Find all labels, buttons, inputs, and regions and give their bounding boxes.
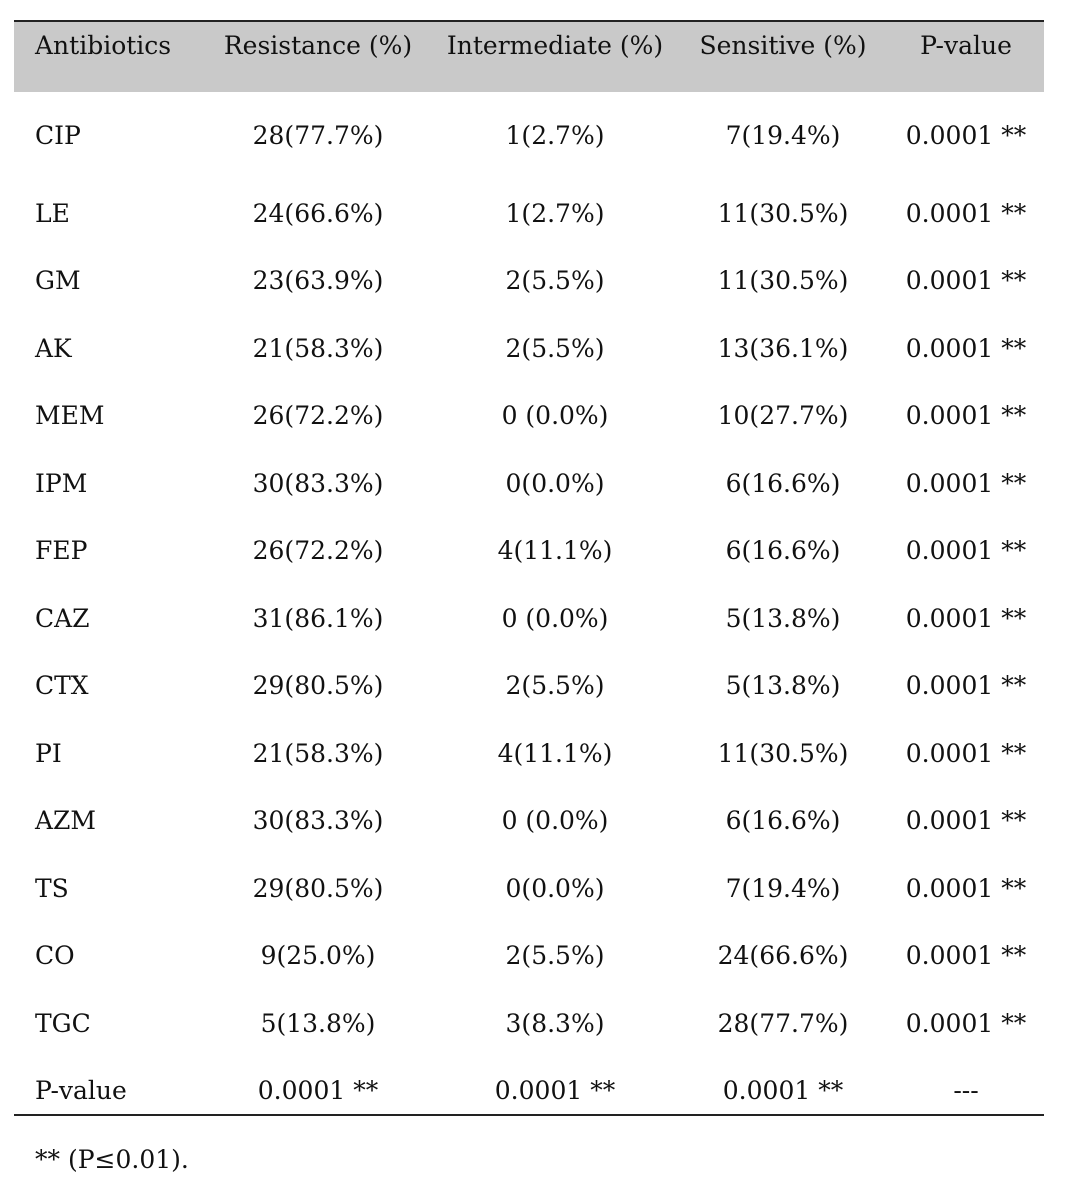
cell-resistance: 9(25.0%) <box>260 941 376 971</box>
table-row <box>14 788 1044 856</box>
cell-resistance: 29(80.5%) <box>252 671 384 701</box>
cell-p-value: 0.0001 ** <box>905 806 1027 836</box>
cell-intermediate: 0(0.0%) <box>505 873 605 903</box>
cell-sensitive: 11(30.5%) <box>717 266 849 296</box>
cell-sensitive: 5(13.8%) <box>725 603 841 633</box>
cell-resistance: 28(77.7%) <box>252 121 384 150</box>
cell-antibiotic: CAZ <box>35 603 90 633</box>
cell-intermediate: 2(5.5%) <box>505 671 605 701</box>
cell-intermediate: 4(11.1%) <box>497 738 613 768</box>
cell-antibiotic: P-value <box>35 1076 127 1106</box>
cell-p-value: 0.0001 ** <box>905 401 1027 431</box>
cell-antibiotic: CIP <box>35 121 81 150</box>
cell-p-value: 0.0001 ** <box>905 1008 1027 1038</box>
cell-p-value: 0.0001 ** <box>905 873 1027 903</box>
cell-resistance: 30(83.3%) <box>252 806 384 836</box>
cell-p-value: 0.0001 ** <box>905 198 1027 228</box>
header-intermediate: Intermediate (%) <box>446 31 664 60</box>
header-sensitive: Sensitive (%) <box>699 31 867 60</box>
table-row <box>14 720 1044 788</box>
header-antibiotics: Antibiotics <box>35 31 172 60</box>
cell-sensitive: 10(27.7%) <box>717 401 849 431</box>
cell-sensitive: 6(16.6%) <box>725 468 841 498</box>
table-row <box>14 855 1044 923</box>
cell-antibiotic: CO <box>35 941 75 971</box>
cell-intermediate: 1(2.7%) <box>505 198 605 228</box>
cell-intermediate: 0(0.0%) <box>505 468 605 498</box>
cell-sensitive: 0.0001 ** <box>722 1076 844 1106</box>
cell-intermediate: 2(5.5%) <box>505 266 605 296</box>
cell-sensitive: 6(16.6%) <box>725 806 841 836</box>
cell-resistance: 31(86.1%) <box>252 603 384 633</box>
cell-intermediate: 0 (0.0%) <box>501 401 609 431</box>
cell-antibiotic: CTX <box>35 671 89 701</box>
footnote-row <box>14 1125 1044 1195</box>
cell-p-value: 0.0001 ** <box>905 121 1027 150</box>
cell-resistance: 30(83.3%) <box>252 468 384 498</box>
cell-intermediate: 3(8.3%) <box>505 1008 605 1038</box>
cell-antibiotic: AK <box>35 333 72 363</box>
cell-sensitive: 28(77.7%) <box>717 1008 849 1038</box>
table-row <box>14 518 1044 586</box>
cell-antibiotic: IPM <box>35 468 88 498</box>
table-row <box>14 180 1044 248</box>
cell-antibiotic: MEM <box>35 401 105 431</box>
cell-p-value: 0.0001 ** <box>905 333 1027 363</box>
cell-sensitive: 6(16.6%) <box>725 536 841 566</box>
cell-p-value: 0.0001 ** <box>905 738 1027 768</box>
cell-resistance: 21(58.3%) <box>252 333 384 363</box>
cell-sensitive: 11(30.5%) <box>717 738 849 768</box>
cell-p-value: 0.0001 ** <box>905 671 1027 701</box>
table-row <box>14 923 1044 991</box>
table-row <box>14 990 1044 1058</box>
cell-p-value: 0.0001 ** <box>905 266 1027 296</box>
cell-p-value: 0.0001 ** <box>905 468 1027 498</box>
cell-intermediate: 2(5.5%) <box>505 941 605 971</box>
cell-p-value: 0.0001 ** <box>905 603 1027 633</box>
cell-sensitive: 11(30.5%) <box>717 198 849 228</box>
cell-sensitive: 7(19.4%) <box>725 121 841 150</box>
cell-p-value: 0.0001 ** <box>905 941 1027 971</box>
cell-intermediate: 2(5.5%) <box>505 333 605 363</box>
table-row <box>14 383 1044 451</box>
cell-antibiotic: PI <box>35 738 62 768</box>
cell-resistance: 23(63.9%) <box>252 266 384 296</box>
cell-p-value: --- <box>953 1076 979 1106</box>
cell-antibiotic: GM <box>35 266 81 296</box>
table-row <box>14 450 1044 518</box>
table-row <box>14 248 1044 316</box>
table-row <box>14 92 1044 180</box>
cell-resistance: 0.0001 ** <box>257 1076 379 1106</box>
antibiotic-resistance-table <box>14 20 1044 1195</box>
cell-sensitive: 24(66.6%) <box>717 941 849 971</box>
cell-antibiotic: AZM <box>35 806 97 836</box>
cell-resistance: 24(66.6%) <box>252 198 384 228</box>
cell-resistance: 5(13.8%) <box>260 1008 376 1038</box>
cell-intermediate: 1(2.7%) <box>505 121 605 150</box>
header-p-value: P-value <box>920 31 1012 60</box>
cell-resistance: 26(72.2%) <box>252 536 384 566</box>
cell-resistance: 29(80.5%) <box>252 873 384 903</box>
cell-resistance: 21(58.3%) <box>252 738 384 768</box>
cell-antibiotic: TS <box>35 873 69 903</box>
cell-sensitive: 5(13.8%) <box>725 671 841 701</box>
cell-sensitive: 13(36.1%) <box>717 333 849 363</box>
cell-intermediate: 4(11.1%) <box>497 536 613 566</box>
table-row <box>14 585 1044 653</box>
cell-resistance: 26(72.2%) <box>252 401 384 431</box>
bottom-rule <box>14 1114 1044 1116</box>
table-row <box>14 653 1044 721</box>
table-body <box>14 92 1044 1125</box>
cell-intermediate: 0.0001 ** <box>494 1076 616 1106</box>
cell-sensitive: 7(19.4%) <box>725 873 841 903</box>
footnote: ** (P≤0.01). <box>35 1145 189 1174</box>
cell-antibiotic: TGC <box>35 1008 91 1038</box>
table-row <box>14 315 1044 383</box>
header-resistance: Resistance (%) <box>223 31 413 60</box>
cell-intermediate: 0 (0.0%) <box>501 603 609 633</box>
cell-antibiotic: LE <box>35 198 70 228</box>
cell-intermediate: 0 (0.0%) <box>501 806 609 836</box>
cell-p-value: 0.0001 ** <box>905 536 1027 566</box>
cell-antibiotic: FEP <box>35 536 88 566</box>
table-header <box>14 22 1044 92</box>
